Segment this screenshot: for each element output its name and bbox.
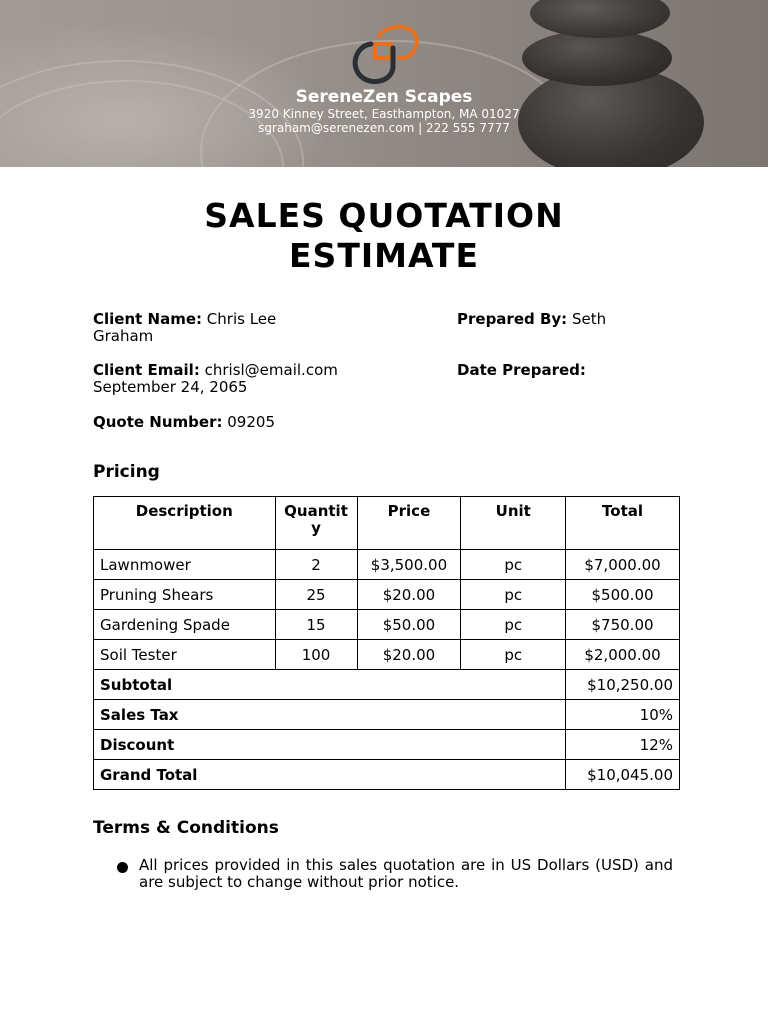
item-quantity: 25: [275, 580, 357, 610]
table-row: [94, 640, 680, 670]
client-name-wrap: Graham: [93, 327, 154, 345]
prepared-by-field: [457, 311, 697, 328]
prepared-by-value: Seth: [571, 310, 607, 328]
discount-row: [94, 730, 680, 760]
table-row: [94, 550, 680, 580]
discount-label: Discount: [94, 730, 566, 760]
item-description: Pruning Shears: [94, 580, 276, 610]
table-row: [94, 580, 680, 610]
header-quantity-line1: Quantit: [284, 502, 348, 520]
title-line-1: SALES QUOTATION: [204, 196, 564, 235]
client-name-label: Client Name:: [93, 310, 203, 328]
table-row: [94, 610, 680, 640]
discount-value: 12%: [566, 730, 680, 760]
company-name: SereneZen Scapes: [295, 87, 473, 107]
item-unit: pc: [461, 550, 566, 580]
item-quantity: 100: [275, 640, 357, 670]
item-unit: pc: [461, 640, 566, 670]
item-description: Lawnmower: [94, 550, 276, 580]
item-description: Soil Tester: [94, 640, 276, 670]
terms-item-text: All prices provided in this sales quotation are in US Dollars (USD) and are subject to change without prior notice.: [139, 856, 673, 891]
grand-total-label: Grand Total: [94, 760, 566, 790]
item-unit: pc: [461, 580, 566, 610]
terms-heading: Terms & Conditions: [93, 818, 279, 838]
item-description: Gardening Spade: [94, 610, 276, 640]
date-prepared-label: Date Prepared:: [457, 361, 586, 379]
item-quantity: 15: [275, 610, 357, 640]
date-prepared-value: September 24, 2065: [93, 378, 248, 396]
item-total: $7,000.00: [566, 550, 680, 580]
date-prepared-field: [457, 362, 697, 379]
document-title: [0, 196, 768, 276]
company-contact: sgraham@serenezen.com | 222 555 7777: [258, 121, 510, 135]
subtotal-label: Subtotal: [94, 670, 566, 700]
header-description: Description: [94, 497, 276, 550]
quote-number-value: 09205: [227, 413, 275, 431]
header-total: Total: [566, 497, 680, 550]
header-unit: Unit: [461, 497, 566, 550]
grand-total-row: [94, 760, 680, 790]
pricing-heading: Pricing: [93, 462, 160, 482]
client-name-field: [93, 311, 423, 345]
sales-tax-label: Sales Tax: [94, 700, 566, 730]
subtotal-row: [94, 670, 680, 700]
bullet-icon: [117, 862, 128, 873]
client-email-value: chrisl@email.com: [204, 361, 338, 379]
item-total: $2,000.00: [566, 640, 680, 670]
prepared-by-label: Prepared By:: [457, 310, 568, 328]
table-header-row: [94, 497, 680, 550]
sales-tax-row: [94, 700, 680, 730]
item-price: $20.00: [357, 640, 461, 670]
company-logo-icon: [349, 20, 421, 86]
item-price: $50.00: [357, 610, 461, 640]
quote-number-field: [93, 414, 423, 431]
subtotal-value: $10,250.00: [566, 670, 680, 700]
company-address: 3920 Kinney Street, Easthampton, MA 01027: [248, 107, 520, 121]
client-name-value: Chris Lee: [206, 310, 277, 328]
item-price: $3,500.00: [357, 550, 461, 580]
client-email-label: Client Email:: [93, 361, 200, 379]
list-item: [117, 857, 673, 891]
item-total: $500.00: [566, 580, 680, 610]
grand-total-value: $10,045.00: [566, 760, 680, 790]
header-banner: [0, 0, 768, 167]
sales-tax-value: 10%: [566, 700, 680, 730]
client-email-field: [93, 362, 423, 396]
header-price: Price: [357, 497, 461, 550]
item-price: $20.00: [357, 580, 461, 610]
header-quantity: [275, 497, 357, 550]
quote-number-label: Quote Number:: [93, 413, 223, 431]
item-quantity: 2: [275, 550, 357, 580]
header-quantity-line2: y: [311, 519, 321, 537]
item-unit: pc: [461, 610, 566, 640]
pricing-table: [93, 496, 680, 790]
title-line-2: ESTIMATE: [289, 236, 479, 275]
item-total: $750.00: [566, 610, 680, 640]
terms-list: [117, 857, 673, 891]
